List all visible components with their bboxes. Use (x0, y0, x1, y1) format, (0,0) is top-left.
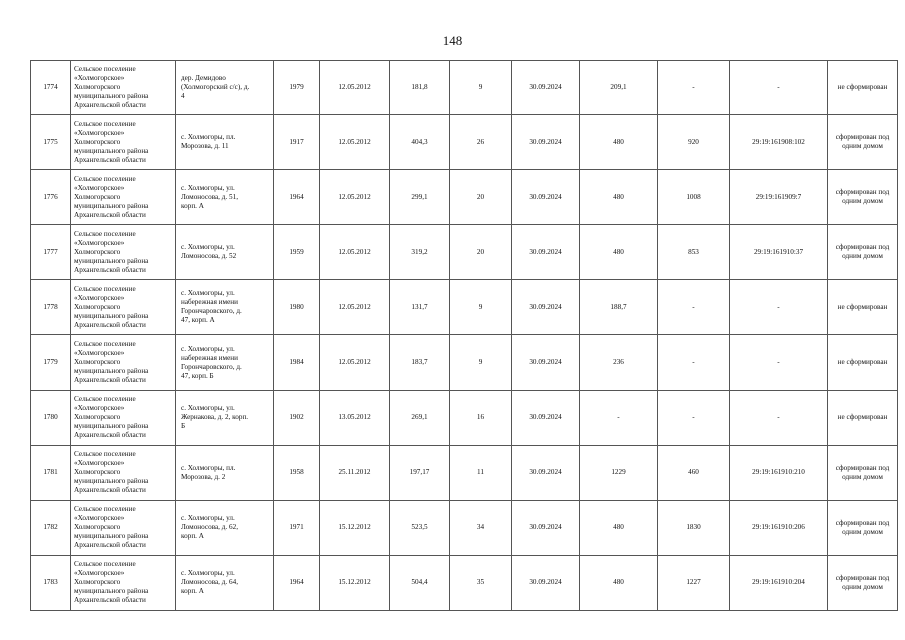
housing-registry-table (30, 60, 898, 611)
cell-cadastral-number: - (730, 280, 828, 335)
cell-recognition-date: 13.05.2012 (320, 390, 390, 445)
cell-land-status-line: сформирован под (835, 518, 890, 527)
cell-settlement-line: Сельское поселение (74, 119, 136, 128)
cell-settlement-line: Архангельской области (74, 101, 146, 110)
cell-settlement-line: Холмогорского (74, 578, 121, 587)
cell-settlement-line: Холмогорского (74, 413, 121, 422)
cell-address-line: Морозова, д. 2 (181, 472, 226, 481)
cell-residents-count: 9 (450, 61, 512, 115)
cell-land-status (828, 61, 898, 115)
cell-land-area: - (580, 390, 658, 445)
cell-settlement-line: Сельское поселение (74, 340, 136, 349)
cell-settlement-line: Архангельской области (74, 320, 146, 329)
cell-cadastral-number: - (730, 390, 828, 445)
cell-address-line: набережная имени (181, 353, 238, 362)
cell-land-status-line: сформирован под (835, 463, 890, 472)
cell-recognition-date: 25.11.2012 (320, 445, 390, 500)
cell-residents-count: 20 (450, 225, 512, 280)
cell-address-line: Жернакова, д. 2, корп. (181, 413, 249, 422)
table-row (31, 445, 898, 500)
cell-land-status-line: не сформирован (837, 83, 888, 92)
cell-recognition-date: 12.05.2012 (320, 335, 390, 390)
cell-year-built: 1971 (274, 500, 320, 555)
cell-address-line: 47, корп. А (181, 316, 215, 325)
cell-record-number: 1776 (31, 170, 71, 225)
cell-record-number: 1780 (31, 390, 71, 445)
cell-land-status (828, 170, 898, 225)
cell-land-area: 480 (580, 225, 658, 280)
cell-address-line: с. Холмогоры, пл. (181, 133, 236, 142)
cell-residents-count: 9 (450, 335, 512, 390)
cell-settlement (71, 390, 176, 445)
table-row (31, 115, 898, 170)
cell-residents-count: 20 (450, 170, 512, 225)
cell-cadastral-number: 29:19:161909:7 (730, 170, 828, 225)
cell-address (176, 280, 274, 335)
cell-settlement (71, 555, 176, 610)
cell-land-status-line: одним домом (842, 252, 883, 261)
cell-cadastral-value: 853 (658, 225, 730, 280)
cell-settlement (71, 115, 176, 170)
cell-recognition-date: 12.05.2012 (320, 61, 390, 115)
cell-address (176, 225, 274, 280)
table-row (31, 280, 898, 335)
cell-resettlement-deadline: 30.09.2024 (512, 115, 580, 170)
cell-settlement-line: муниципального района (74, 477, 149, 486)
cell-address-line: Горончаровского, д. (181, 362, 242, 371)
cell-total-area: 319,2 (390, 225, 450, 280)
cell-settlement-line: Холмогорского (74, 83, 121, 92)
cell-address (176, 555, 274, 610)
cell-settlement (71, 225, 176, 280)
cell-land-status (828, 445, 898, 500)
cell-total-area: 197,17 (390, 445, 450, 500)
cell-cadastral-value: - (658, 335, 730, 390)
cell-address-line: корп. А (181, 532, 204, 541)
cell-residents-count: 16 (450, 390, 512, 445)
cell-year-built: 1958 (274, 445, 320, 500)
cell-settlement-line: Сельское поселение (74, 174, 136, 183)
cell-record-number: 1783 (31, 555, 71, 610)
cell-settlement-line: Сельское поселение (74, 505, 136, 514)
cell-year-built: 1979 (274, 61, 320, 115)
cell-land-area: 480 (580, 170, 658, 225)
cell-settlement-line: муниципального района (74, 532, 149, 541)
cell-recognition-date: 12.05.2012 (320, 115, 390, 170)
cell-address-line: Ломоносова, д. 52 (181, 252, 237, 261)
cell-settlement-line: Архангельской области (74, 541, 146, 550)
cell-resettlement-deadline: 30.09.2024 (512, 555, 580, 610)
cell-settlement-line: «Холмогорское» (74, 293, 125, 302)
cell-cadastral-value: 1008 (658, 170, 730, 225)
cell-resettlement-deadline: 30.09.2024 (512, 280, 580, 335)
cell-settlement-line: муниципального района (74, 422, 149, 431)
cell-address (176, 170, 274, 225)
cell-settlement-line: «Холмогорское» (74, 349, 125, 358)
cell-record-number: 1781 (31, 445, 71, 500)
cell-total-area: 404,3 (390, 115, 450, 170)
cell-recognition-date: 12.05.2012 (320, 280, 390, 335)
cell-cadastral-value: - (658, 280, 730, 335)
cell-settlement (71, 170, 176, 225)
cell-residents-count: 26 (450, 115, 512, 170)
cell-settlement (71, 61, 176, 115)
cell-settlement-line: Архангельской области (74, 210, 146, 219)
cell-total-area: 269,1 (390, 390, 450, 445)
cell-settlement-line: муниципального района (74, 587, 149, 596)
cell-total-area: 523,5 (390, 500, 450, 555)
cell-land-status-line: не сформирован (837, 413, 888, 422)
cell-land-area: 1229 (580, 445, 658, 500)
cell-address-line: с. Холмогоры, ул. (181, 514, 235, 523)
cell-cadastral-value: 460 (658, 445, 730, 500)
cell-total-area: 299,1 (390, 170, 450, 225)
cell-settlement-line: муниципального района (74, 92, 149, 101)
cell-land-area: 209,1 (580, 61, 658, 115)
cell-address (176, 445, 274, 500)
cell-settlement-line: «Холмогорское» (74, 183, 125, 192)
cell-address-line: с. Холмогоры, ул. (181, 243, 235, 252)
cell-address-line: Горончаровского, д. (181, 307, 242, 316)
cell-settlement (71, 335, 176, 390)
cell-cadastral-value: 1227 (658, 555, 730, 610)
cell-residents-count: 35 (450, 555, 512, 610)
cell-settlement-line: «Холмогорское» (74, 459, 125, 468)
cell-recognition-date: 12.05.2012 (320, 170, 390, 225)
cell-record-number: 1778 (31, 280, 71, 335)
cell-land-status (828, 335, 898, 390)
cell-settlement-line: Холмогорского (74, 468, 121, 477)
cell-settlement-line: Архангельской области (74, 486, 146, 495)
cell-cadastral-number: 29:19:161908:102 (730, 115, 828, 170)
cell-land-area: 480 (580, 500, 658, 555)
cell-settlement-line: Холмогорского (74, 192, 121, 201)
cell-resettlement-deadline: 30.09.2024 (512, 170, 580, 225)
cell-total-area: 181,8 (390, 61, 450, 115)
cell-residents-count: 9 (450, 280, 512, 335)
cell-cadastral-number: 29:19:161910:206 (730, 500, 828, 555)
cell-cadastral-number: - (730, 61, 828, 115)
cell-land-status-line: одним домом (842, 472, 883, 481)
cell-settlement-line: «Холмогорское» (74, 569, 125, 578)
cell-total-area: 504,4 (390, 555, 450, 610)
cell-settlement-line: «Холмогорское» (74, 514, 125, 523)
cell-settlement-line: Сельское поселение (74, 65, 136, 74)
cell-settlement-line: муниципального района (74, 201, 149, 210)
cell-cadastral-number: 29:19:161910:37 (730, 225, 828, 280)
cell-land-status-line: сформирован под (835, 243, 890, 252)
cell-cadastral-value: 1830 (658, 500, 730, 555)
cell-settlement (71, 445, 176, 500)
table-row (31, 61, 898, 115)
cell-address-line: 4 (181, 92, 185, 101)
cell-address (176, 115, 274, 170)
cell-address-line: Морозова, д. 11 (181, 142, 229, 151)
cell-year-built: 1964 (274, 555, 320, 610)
cell-settlement-line: Архангельской области (74, 596, 146, 605)
cell-land-status-line: не сформирован (837, 302, 888, 311)
cell-land-status (828, 500, 898, 555)
cell-residents-count: 34 (450, 500, 512, 555)
cell-record-number: 1777 (31, 225, 71, 280)
cell-address-line: Ломоносова, д. 62, (181, 523, 239, 532)
cell-resettlement-deadline: 30.09.2024 (512, 61, 580, 115)
cell-land-area: 188,7 (580, 280, 658, 335)
cell-address-line: с. Холмогоры, пл. (181, 463, 236, 472)
cell-address-line: с. Холмогоры, ул. (181, 569, 235, 578)
cell-resettlement-deadline: 30.09.2024 (512, 445, 580, 500)
cell-year-built: 1917 (274, 115, 320, 170)
table-row (31, 390, 898, 445)
cell-cadastral-value: - (658, 390, 730, 445)
cell-land-area: 480 (580, 555, 658, 610)
cell-settlement-line: муниципального района (74, 146, 149, 155)
table-row (31, 335, 898, 390)
cell-settlement-line: Сельское поселение (74, 450, 136, 459)
cell-year-built: 1964 (274, 170, 320, 225)
cell-land-status-line: одним домом (842, 197, 883, 206)
cell-address-line: корп. А (181, 201, 204, 210)
table-row (31, 225, 898, 280)
cell-address-line: Б (181, 422, 186, 431)
cell-land-area: 236 (580, 335, 658, 390)
cell-resettlement-deadline: 30.09.2024 (512, 335, 580, 390)
cell-settlement-line: Холмогорского (74, 358, 121, 367)
cell-year-built: 1980 (274, 280, 320, 335)
cell-address-line: дер. Демидово (181, 74, 226, 83)
cell-resettlement-deadline: 30.09.2024 (512, 225, 580, 280)
cell-land-area: 480 (580, 115, 658, 170)
cell-address (176, 500, 274, 555)
cell-address-line: с. Холмогоры, ул. (181, 344, 235, 353)
cell-land-status-line: сформирован под (835, 188, 890, 197)
cell-address-line: 47, корп. Б (181, 371, 214, 380)
cell-address-line: (Холмогорский с/с), д. (181, 83, 250, 92)
cell-land-status (828, 555, 898, 610)
cell-land-status (828, 225, 898, 280)
cell-settlement-line: «Холмогорское» (74, 238, 125, 247)
cell-settlement-line: Архангельской области (74, 155, 146, 164)
cell-land-status-line: одним домом (842, 142, 883, 151)
cell-settlement-line: Сельское поселение (74, 395, 136, 404)
cell-land-status-line: сформирован под (835, 133, 890, 142)
cell-recognition-date: 12.05.2012 (320, 225, 390, 280)
cell-settlement-line: Холмогорского (74, 523, 121, 532)
cell-record-number: 1775 (31, 115, 71, 170)
cell-record-number: 1782 (31, 500, 71, 555)
cell-cadastral-value: - (658, 61, 730, 115)
cell-address (176, 61, 274, 115)
table-row (31, 555, 898, 610)
cell-total-area: 131,7 (390, 280, 450, 335)
cell-residents-count: 11 (450, 445, 512, 500)
table-row (31, 500, 898, 555)
cell-land-status-line: сформирован под (835, 573, 890, 582)
cell-address-line: Ломоносова, д. 51, (181, 192, 239, 201)
cell-year-built: 1902 (274, 390, 320, 445)
table-row (31, 170, 898, 225)
cell-land-status-line: одним домом (842, 582, 883, 591)
cell-cadastral-number: 29:19:161910:204 (730, 555, 828, 610)
cell-recognition-date: 15.12.2012 (320, 555, 390, 610)
cell-recognition-date: 15.12.2012 (320, 500, 390, 555)
cell-cadastral-number: - (730, 335, 828, 390)
cell-settlement-line: муниципального района (74, 311, 149, 320)
cell-year-built: 1984 (274, 335, 320, 390)
cell-settlement-line: муниципального района (74, 367, 149, 376)
cell-settlement-line: «Холмогорское» (74, 404, 125, 413)
cell-settlement-line: Архангельской области (74, 376, 146, 385)
cell-settlement-line: «Холмогорское» (74, 74, 125, 83)
cell-land-status (828, 115, 898, 170)
cell-address-line: с. Холмогоры, ул. (181, 404, 235, 413)
cell-land-status-line: одним домом (842, 527, 883, 536)
cell-cadastral-value: 920 (658, 115, 730, 170)
cell-settlement (71, 500, 176, 555)
cell-land-status (828, 390, 898, 445)
cell-cadastral-number: 29:19:161910:210 (730, 445, 828, 500)
cell-settlement-line: Сельское поселение (74, 284, 136, 293)
cell-resettlement-deadline: 30.09.2024 (512, 390, 580, 445)
cell-address-line: Ломоносова, д. 64, (181, 578, 239, 587)
cell-land-status-line: не сформирован (837, 358, 888, 367)
cell-address-line: корп. А (181, 587, 204, 596)
cell-address (176, 335, 274, 390)
cell-settlement-line: Сельское поселение (74, 229, 136, 238)
cell-settlement-line: «Холмогорское» (74, 128, 125, 137)
page-number: 148 (442, 33, 463, 48)
cell-settlement-line: Холмогорского (74, 247, 121, 256)
cell-settlement-line: Архангельской области (74, 265, 146, 274)
cell-resettlement-deadline: 30.09.2024 (512, 500, 580, 555)
cell-address-line: набережная имени (181, 298, 238, 307)
cell-address (176, 390, 274, 445)
cell-settlement-line: Архангельской области (74, 431, 146, 440)
cell-record-number: 1774 (31, 61, 71, 115)
cell-total-area: 183,7 (390, 335, 450, 390)
table-body (31, 61, 898, 611)
cell-record-number: 1779 (31, 335, 71, 390)
cell-address-line: с. Холмогоры, ул. (181, 289, 235, 298)
cell-settlement-line: Сельское поселение (74, 560, 136, 569)
cell-settlement-line: Холмогорского (74, 137, 121, 146)
cell-year-built: 1959 (274, 225, 320, 280)
cell-settlement-line: муниципального района (74, 256, 149, 265)
cell-address-line: с. Холмогоры, ул. (181, 183, 235, 192)
cell-settlement (71, 280, 176, 335)
cell-land-status (828, 280, 898, 335)
cell-settlement-line: Холмогорского (74, 302, 121, 311)
